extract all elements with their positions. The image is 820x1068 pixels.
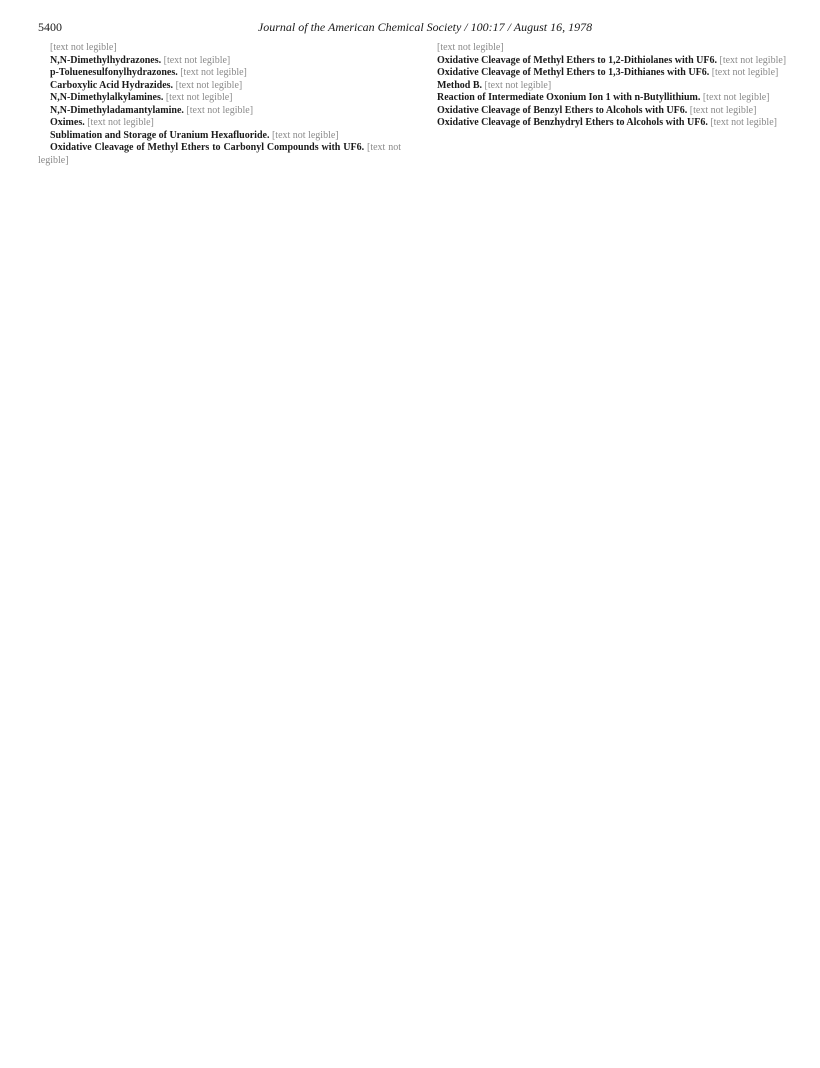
section-heading: p-Toluenesulfonylhydrazones. <box>50 67 178 78</box>
section-heading: N,N-Dimethyladamantylamine. <box>50 104 184 116</box>
paragraph-text: [text not legible] <box>711 67 779 78</box>
paragraph-text: [text not legible] <box>163 54 231 66</box>
paragraph <box>425 117 788 130</box>
paragraph <box>38 117 401 130</box>
paragraph-text: [text not legible] <box>484 79 552 91</box>
section-heading: Carboxylic Acid Hydrazides. <box>50 79 174 91</box>
paragraph <box>38 105 401 118</box>
paragraph <box>425 80 788 93</box>
paragraph <box>38 42 401 55</box>
paragraph <box>425 55 788 68</box>
section-heading: Oximes. <box>50 117 85 128</box>
journal-title: Journal of the American Chemical Society / 100:17 / August 16, 1978 <box>257 20 593 34</box>
section-heading: Oxidative Cleavage of Methyl Ethers to Carbonyl Compounds with UF6. <box>50 142 365 153</box>
paragraph-text: [text not legible] <box>175 79 243 91</box>
running-head <box>38 20 788 42</box>
section-heading: Sublimation and Storage of Uranium Hexafluoride. <box>50 129 270 141</box>
paragraph-text: [text not legible] <box>38 142 401 166</box>
paragraph-text: [text not legible] <box>702 92 770 103</box>
paragraph <box>425 42 788 55</box>
section-heading: Oxidative Cleavage of Methyl Ethers to 1,2-Dithiolanes with UF6. <box>437 54 717 66</box>
section-heading: Oxidative Cleavage of Benzyl Ethers to Alcohols with UF6. <box>437 104 688 116</box>
paragraph <box>425 105 788 118</box>
page-number: 5400 <box>38 20 62 34</box>
paragraph-text: [text not legible] <box>180 67 247 78</box>
paragraph <box>38 142 401 167</box>
paragraph <box>425 67 788 80</box>
paragraph-text: [text not legible] <box>710 117 777 128</box>
section-heading: Oxidative Cleavage of Methyl Ethers to 1,3-Dithianes with UF6. <box>437 67 710 78</box>
right-column <box>425 42 788 167</box>
paragraph <box>425 92 788 105</box>
left-column <box>38 42 401 167</box>
paragraph-text: [text not legible] <box>186 104 254 116</box>
paragraph <box>38 92 401 105</box>
section-heading: Method B. <box>437 79 482 91</box>
section-heading: N,N-Dimethylhydrazones. <box>50 54 162 66</box>
paragraph <box>38 130 401 143</box>
paragraph-text: [text not legible] <box>689 104 757 116</box>
paragraph-text: [text not legible] <box>719 54 787 66</box>
section-heading: N,N-Dimethylalkylamines. <box>50 92 164 103</box>
section-heading: Oxidative Cleavage of Benzhydryl Ethers to Alcohols with UF6. <box>437 117 708 128</box>
paragraph-text: [text not legible] <box>87 117 154 128</box>
two-column-body <box>38 42 788 167</box>
section-heading: Reaction of Intermediate Oxonium Ion 1 with n-Butyllithium. <box>437 92 701 103</box>
paragraph-text: [text not legible] <box>437 42 504 53</box>
paragraph <box>38 67 401 80</box>
paragraph <box>38 55 401 68</box>
paragraph-text: [text not legible] <box>165 92 233 103</box>
paragraph <box>38 80 401 93</box>
paragraph-text: [text not legible] <box>50 42 117 53</box>
paragraph-text: [text not legible] <box>271 129 339 141</box>
